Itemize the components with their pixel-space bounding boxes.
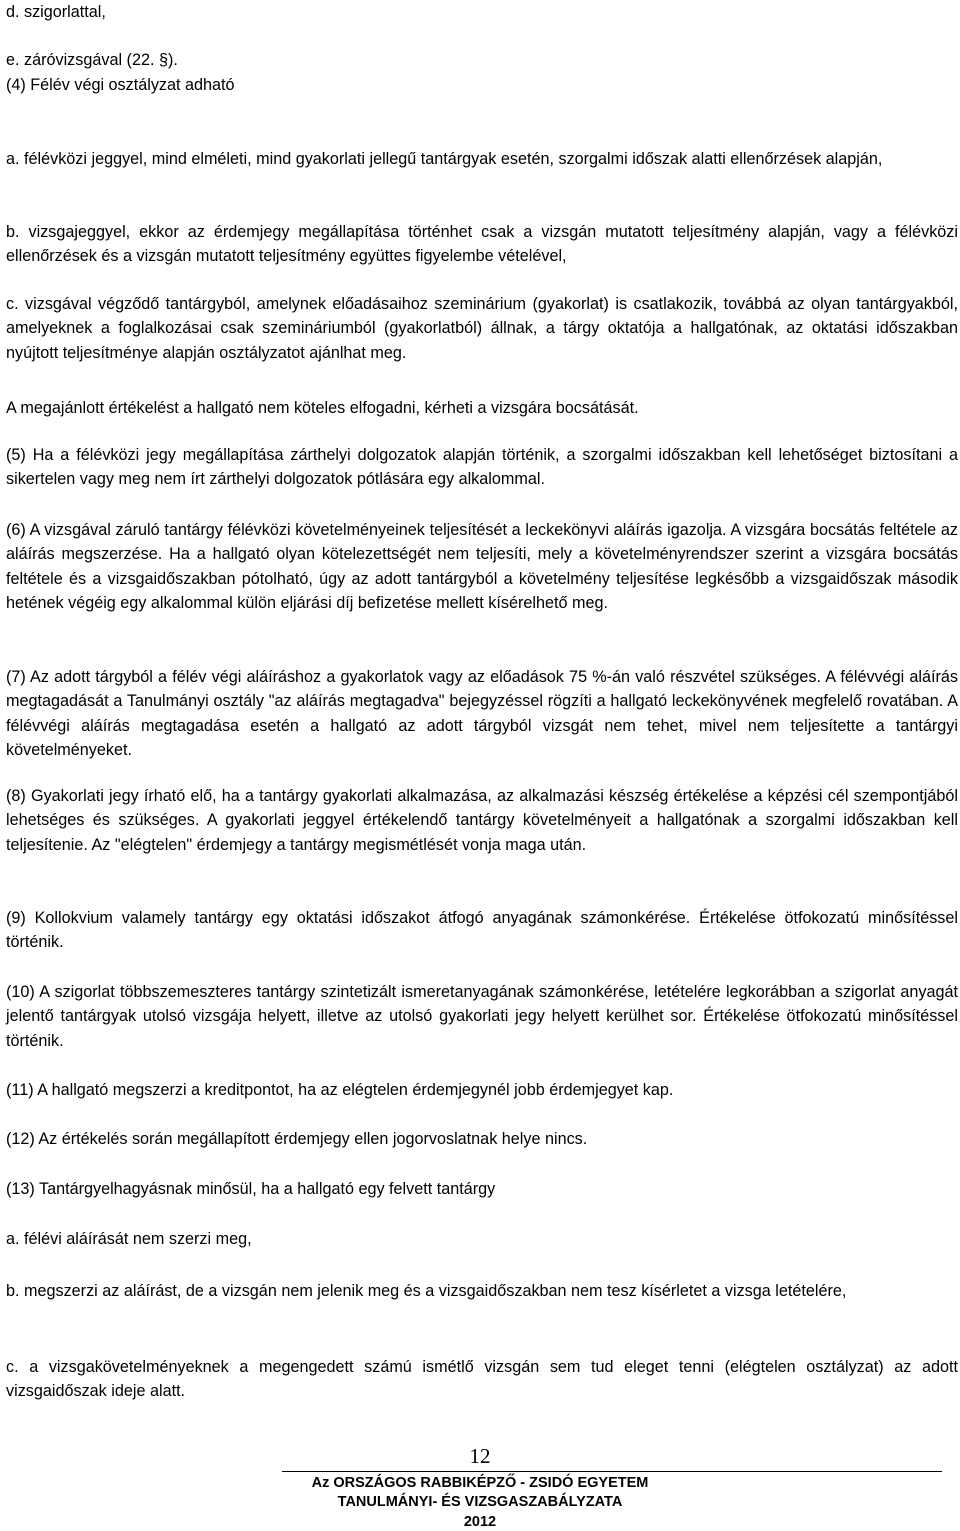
footer-document-title: TANULMÁNYI- ÉS VIZSGASZABÁLYZATA [337,1494,623,1510]
paragraph-section-6: (6) A vizsgával záruló tantárgy félévközi követelményeinek teljesítését a leckekönyvi aláírás igazolja. A vizsgára bocsátás feltétele az aláírás megszerzése. Ha a hallgató olyan kötelezettségét nem teljesíti, mely a követelményrendszer szerint a vizsgára bocsátás feltétele és a vizsgaidőszakban pótolható, úgy az adott tantárgyból a követelmény teljesítése legkésőbb a vizsgaidőszak második hetének végéig egy alkalommal külön eljárási díj befizetése mellett kísérelhető meg. [6,521,958,613]
paragraph-section-11: (11) A hallgató megszerzi a kreditpontot, ha az elégtelen érdemjegynél jobb érdemjegyet kap. [6,1081,674,1099]
footer-year: 2012 [463,1514,497,1530]
paragraph-item-13a: a. félévi aláírását nem szerzi meg, [6,1230,252,1248]
paragraph-item-13c: c. a vizsgakövetelményeknek a megengedett számú ismétlő vizsgán sem tud eleget tenni (elégtelen osztályzat) az adott vizsgaidőszak ideje alatt. [6,1358,958,1401]
paragraph-section-5: (5) Ha a félévközi jegy megállapítása zárthelyi dolgozatok alapján történik, a szorgalmi időszakban kell lehetőséget biztosítani a sikertelen vagy meg nem írt zárthelyi dolgozatok pótlására egy alkalommal. [6,446,958,489]
paragraph-section-10: (10) A szigorlat többszemeszteres tantárgy szintetizált ismeretanyagának számonkérése, letételére legkorábban a szigorlat anyagát jelentő tantárgyak utolsó vizsgája helyett, illetve az utolsó gyakorlati jegy helyett kerülhet sor. Értékelése ötfokozatú minősítéssel történik. [6,983,958,1050]
paragraph-section-12: (12) Az értékelés során megállapított érdemjegy ellen jogorvoslatnak helye nincs. [6,1130,588,1148]
footer-institution: Az ORSZÁGOS RABBIKÉPZŐ - ZSIDÓ EGYETEM [311,1475,649,1491]
paragraph-section-7: (7) Az adott tárgyból a félév végi aláíráshoz a gyakorlatok vagy az előadások 75 %-án való részvétel szükséges. A félévvégi aláírás megtagadását a Tanulmányi osztály "az aláírás megtagadva" bejegyzéssel rögzíti a hallgató leckekönyvének megfelelő rovatában. A félévvégi aláírás megtagadása esetén a hallgató az adott tárgyból vizsgát nem tehet, mivel nem teljesítette a tantárgyi követelményeket. [6,668,958,760]
page-number: 12 [469,1444,491,1468]
paragraph-section-13: (13) Tantárgyelhagyásnak minősül, ha a hallgató egy felvett tantárgy [6,1180,496,1198]
paragraph-item-b: b. vizsgajeggyel, ekkor az érdemjegy megállapítása történhet csak a vizsgán mutatott teljesítmény alapján, vagy a félévközi ellenőrzések és a vizsgán mutatott teljesítmény együttes figyelembe vételével, [6,223,958,266]
paragraph-section-9: (9) Kollokvium valamely tantárgy egy oktatási időszakot átfogó anyagának számonkérése. Értékelése ötfokozatú minősítéssel történik. [6,909,958,952]
paragraph-item-a: a. félévközi jeggyel, mind elméleti, mind gyakorlati jellegű tantárgyak esetén, szorgalmi időszak alatti ellenőrzések alapján, [6,150,883,168]
paragraph-item-13b: b. megszerzi az aláírást, de a vizsgán nem jelenik meg és a vizsgaidőszakban nem tesz kísérletet a vizsga letételére, [6,1282,847,1300]
paragraph-item-d: d. szigorlattal, [6,3,106,21]
paragraph-item-e: e. záróvizsgával (22. §). [6,51,178,69]
paragraph-section-4: (4) Félév végi osztályzat adható [6,76,235,94]
paragraph-item-c: c. vizsgával végződő tantárgyból, amelynek előadásaihoz szeminárium (gyakorlat) is csatlakozik, továbbá az olyan tantárgyakból, amelyeknek a foglalkozásai csak szemináriumból (gyakorlatból) állnak, a tárgy oktatója a hallgatónak, az oktatási időszakban nyújtott teljesítménye alapján osztályzatot ajánlhat meg. [6,295,958,362]
page-footer [0,1440,960,1531]
footer-divider [282,1471,942,1472]
paragraph-section-8: (8) Gyakorlati jegy írható elő, ha a tantárgy gyakorlati alkalmazása, az alkalmazási készség értékelése a képzési cél szempontjából lehetséges és szükséges. A gyakorlati jeggyel értékelendő tantárgy követelményeit a hallgatónak a szorgalmi időszakban kell teljesítenie. Az "elégtelen" érdemjegy a tantárgy megismétlését vonja maga után. [6,787,958,854]
paragraph-offer-note: A megajánlott értékelést a hallgató nem köteles elfogadni, kérheti a vizsgára bocsátását. [6,399,639,417]
